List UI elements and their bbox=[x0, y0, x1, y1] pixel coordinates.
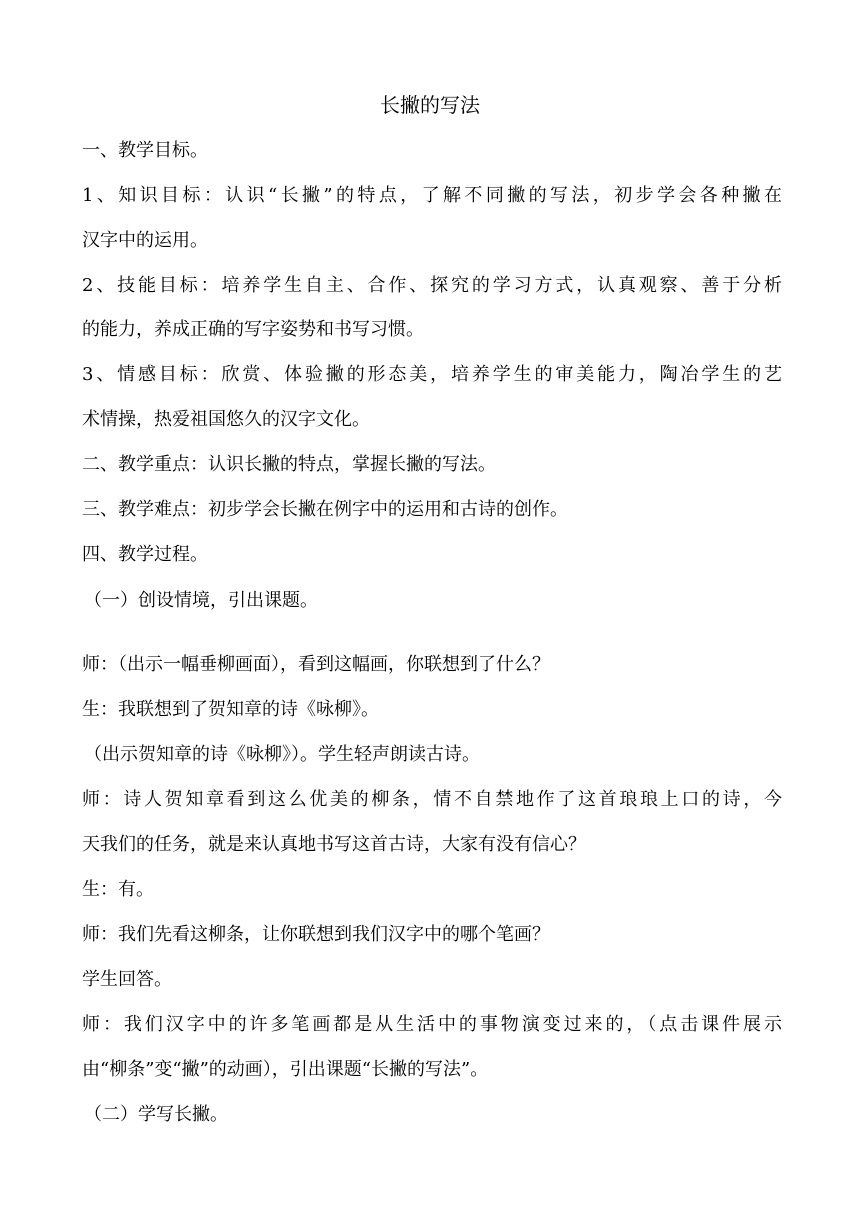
subheading-create-situation: （一）创设情境，引出课题。 bbox=[84, 590, 318, 611]
paragraph-line: 2、技能目标：培养学生自主、合作、探究的学习方式，认真观察、善于分析 bbox=[82, 275, 782, 296]
dialogue-line: 由“柳条”变“撇”的动画），引出课题“长撇的写法”。 bbox=[82, 1059, 489, 1080]
document-title: 长撇的写法 bbox=[380, 93, 480, 117]
dialogue-line: 天我们的任务，就是来认真地书写这首古诗，大家有没有信心？ bbox=[82, 834, 586, 855]
dialogue-line: 生：我联想到了贺知章的诗《咏柳》。 bbox=[82, 699, 379, 720]
heading-key-points: 二、教学重点：认识长撇的特点，掌握长撇的写法。 bbox=[82, 454, 496, 475]
dialogue-line: 师：我们汉字中的许多笔画都是从生活中的事物演变过来的，（点击课件展示 bbox=[82, 1014, 782, 1035]
dialogue-line: 生：有。 bbox=[82, 879, 154, 900]
heading-teaching-process: 四、教学过程。 bbox=[82, 544, 208, 565]
subheading-learn-long-stroke: （二）学写长撇。 bbox=[84, 1104, 228, 1125]
dialogue-line: 师：我们先看这柳条，让你联想到我们汉字中的哪个笔画？ bbox=[82, 924, 550, 945]
dialogue-line: （出示贺知章的诗《咏柳》）。学生轻声朗读古诗。 bbox=[84, 744, 480, 765]
dialogue-line: 师：（出示一幅垂柳画面），看到这幅画，你联想到了什么？ bbox=[82, 654, 550, 675]
paragraph-line: 1、知识目标：认识“长撇”的特点，了解不同撇的写法，初步学会各种撇在 bbox=[82, 185, 782, 206]
dialogue-line: 师：诗人贺知章看到这么优美的柳条，情不自禁地作了这首琅琅上口的诗，今 bbox=[82, 789, 782, 810]
heading-difficult-points: 三、教学难点：初步学会长撇在例字中的运用和古诗的创作。 bbox=[82, 499, 568, 520]
dialogue-line: 学生回答。 bbox=[82, 969, 172, 990]
paragraph-line: 汉字中的运用。 bbox=[82, 230, 208, 251]
heading-teaching-goals: 一、教学目标。 bbox=[82, 140, 208, 161]
paragraph-line: 术情操，热爱祖国悠久的汉字文化。 bbox=[82, 409, 370, 430]
paragraph-line: 的能力，养成正确的写字姿势和书写习惯。 bbox=[82, 319, 424, 340]
paragraph-line: 3、情感目标：欣赏、体验撇的形态美，培养学生的审美能力，陶冶学生的艺 bbox=[82, 364, 782, 385]
